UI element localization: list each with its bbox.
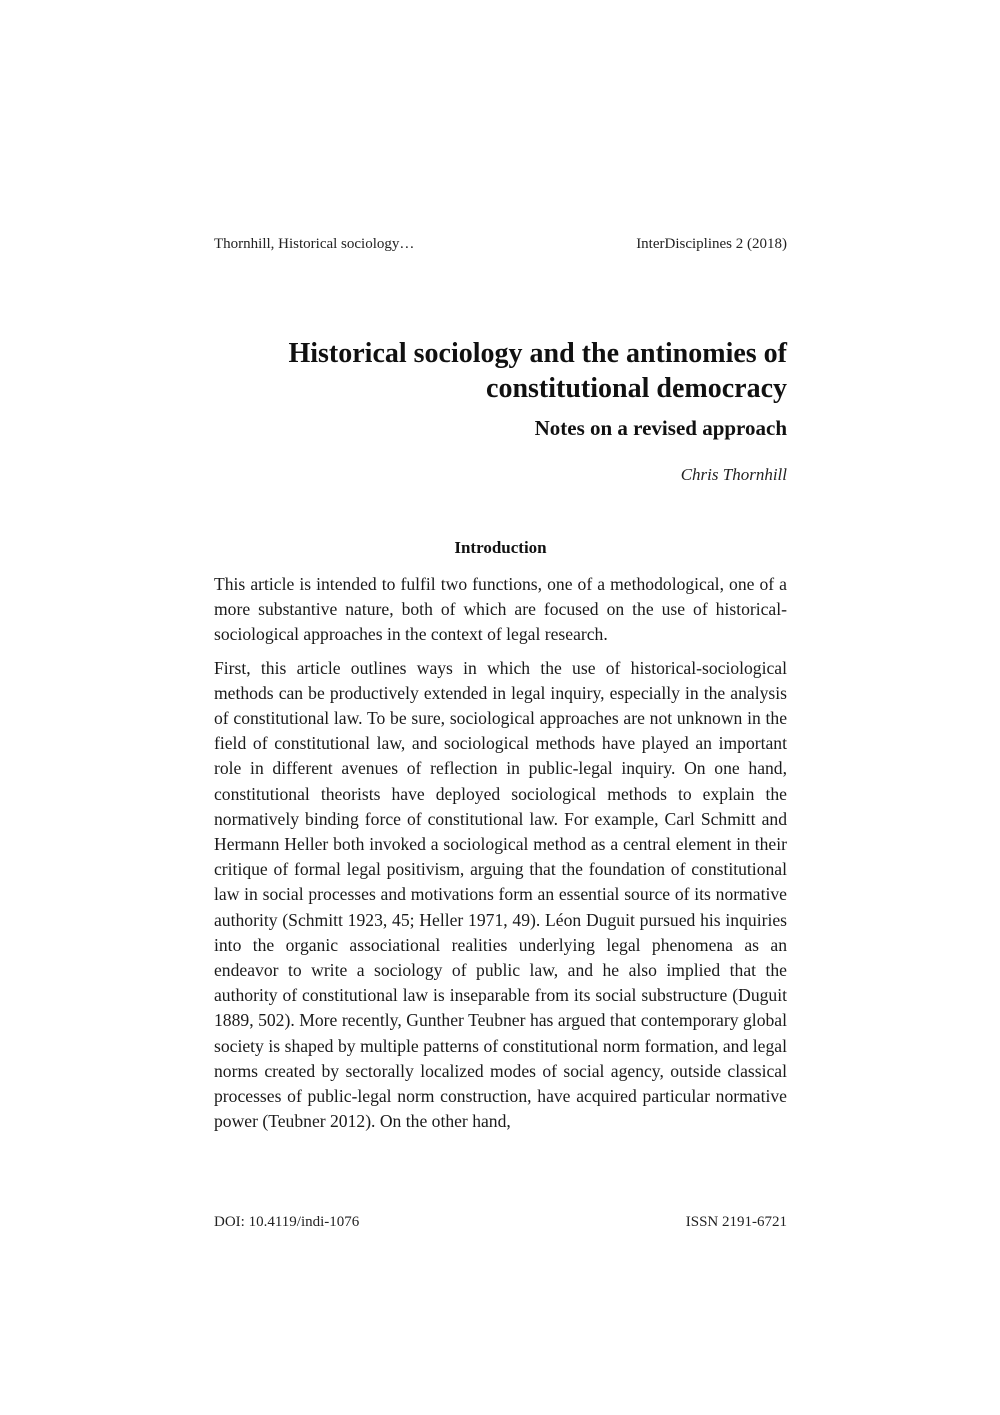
section-heading-introduction: Introduction (454, 538, 547, 557)
article-title-line-1: Historical sociology and the antinomies of (288, 338, 787, 369)
article-author: Chris Thornhill (680, 465, 787, 484)
article-title-line-2: constitutional democracy (486, 373, 787, 404)
running-footer (214, 1214, 787, 1231)
issn: ISSN 2191-6721 (685, 1214, 787, 1230)
running-header-journal: InterDisciplines 2 (2018) (636, 236, 787, 252)
doi: DOI: 10.4119/indi-1076 (214, 1214, 360, 1230)
running-header-short-title: Thornhill, Historical sociology… (214, 236, 415, 252)
paragraph: First, this article outlines ways in which the use of historical-sociological methods can be productively extended in legal inquiry, especially in the analysis of constitutional law. To be sure, sociological approaches are not unknown in the field of constitutional law, and sociological methods have played an important role in different avenues of reflection in public-legal inquiry. On one hand, constitutional theorists have deployed sociological methods to explain the normatively binding force of constitutional law. For example, Carl Schmitt and Hermann Heller both invoked a sociological method as a central element in their critique of formal legal positivism, arguing that the foundation of constitutional law in social processes and motivations form an essential source of its normative authority (Schmitt 1923, 45; Heller 1971, 49). Léon Duguit pursued his inquiries into the organic associational realities underlying legal phenomena as an endeavor to write a sociology of public law, and he also implied that the authority of constitutional law is inseparable from its social substructure (Duguit 1889, 502). More recently, Gunther Teubner has argued that contemporary global society is shaped by multiple patterns of constitutional norm formation, and legal norms created by sectorally localized modes of social agency, outside classical processes of public-legal norm construction, have acquired particular normative power (Teubner 2012). On the other hand, (214, 657, 787, 1132)
article-subtitle: Notes on a revised approach (534, 416, 787, 440)
running-header (214, 236, 787, 253)
paragraph: This article is intended to fulfil two functions, one of a methodological, one of a more substantive nature, both of which are focused on the use of historical-sociological approaches in the context of legal research. (214, 574, 787, 645)
title-block (214, 336, 787, 485)
article-title (214, 336, 787, 406)
body-text (214, 572, 787, 1142)
